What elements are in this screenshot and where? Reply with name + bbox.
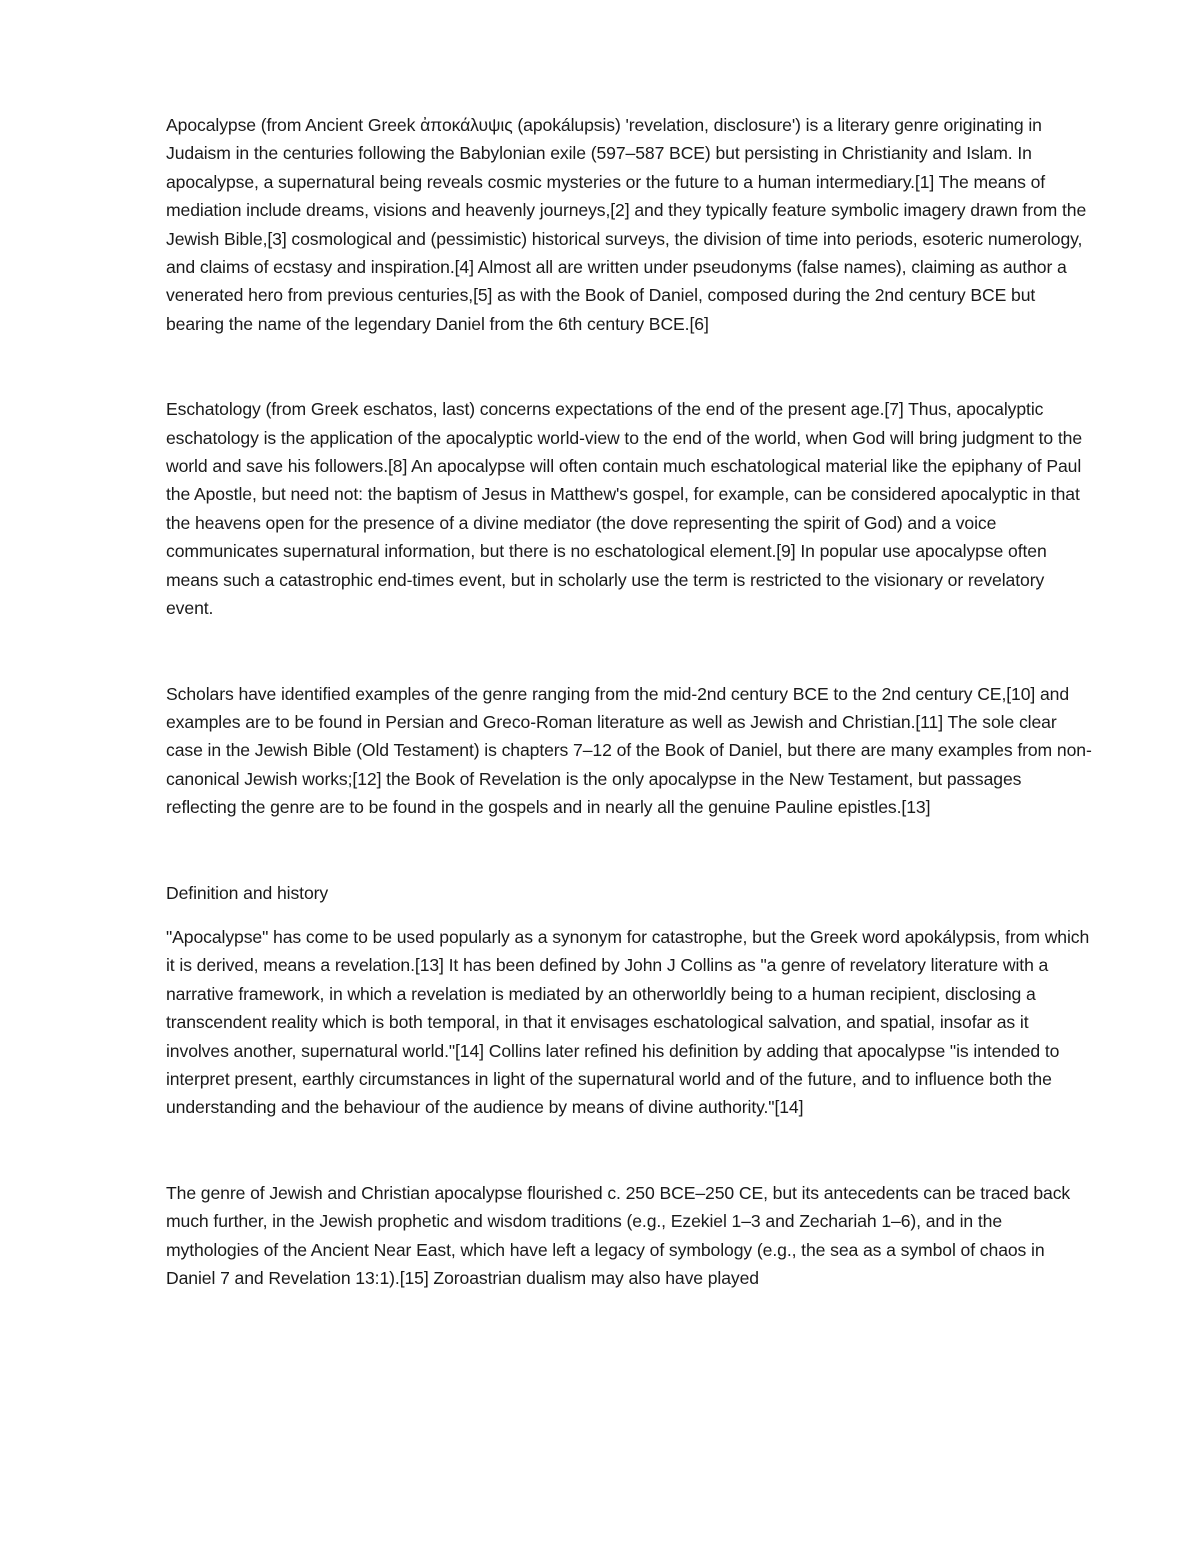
paragraph-genre-history: The genre of Jewish and Christian apocalypse flourished c. 250 BCE–250 CE, but its antecedents can be traced back much further, in the Jewish prophetic and wisdom traditions (e.g., Ezekiel 1–3 and Zechariah 1–6), and in the mythologies of the Ancient Near East, which have left a legacy of symbology (e.g., the sea as a symbol of chaos in Daniel 7 and Revelation 13:1).[15] Zoroastrian dualism may also have played — [166, 1182, 1071, 1288]
paragraph-eschatology: Eschatology (from Greek eschatos, last) concerns expectations of the end of the present age.[7] Thus, apocalyptic eschatology is the application of the apocalyptic world-view to the end of the world, when God will bring judgment to the world and save his followers.[8] An apocalypse will often contain much eschatological material like the epiphany of Paul the Apostle, but need not: the baptism of Jesus in Matthew's gospel, for example, can be considered apocalyptic in that the heavens open for the presence of a divine mediator (the dove representing the spirit of God) and a voice communicates supernatural information, but there is no eschatological element.[9] In popular use apocalypse often means such a catastrophic end-times event, but in scholarly use the term is restricted to the visionary or revelatory event. — [166, 399, 1083, 619]
section-heading-definition: Definition and history — [166, 882, 329, 903]
paragraph-spacer — [166, 338, 1096, 395]
paragraph-spacer — [166, 907, 1096, 923]
paragraph-spacer — [166, 623, 1096, 680]
paragraph-spacer — [166, 1122, 1096, 1179]
paragraph-scholars: Scholars have identified examples of the genre ranging from the mid-2nd century BCE to the 2nd century CE,[10] and examples are to be found in Persian and Greco-Roman literature as well as Jewish and Christian.[11] The sole clear case in the Jewish Bible (Old Testament) is chapters 7–12 of the Book of Daniel, but there are many examples from non-canonical Jewish works;[12] the Book of Revelation is the only apocalypse in the New Testament, but passages reflecting the genre are to be found in the gospels and in nearly all the genuine Pauline epistles.[13] — [166, 683, 1092, 818]
document-body — [166, 111, 1096, 1292]
paragraph-spacer — [166, 822, 1096, 879]
paragraph-definition: "Apocalypse" has come to be used popularly as a synonym for catastrophe, but the Greek word apokálypsis, from which it is derived, means a revelation.[13] It has been defined by John J Collins as "a genre of revelatory literature with a narrative framework, in which a revelation is mediated by an otherworldly being to a human recipient, disclosing a transcendent reality which is both temporal, in that it envisages eschatological salvation, and spatial, insofar as it involves another, supernatural world."[14] Collins later refined his definition by adding that apocalypse "is intended to interpret present, earthly circumstances in light of the supernatural world and of the future, and to influence both the understanding and the behaviour of the audience by means of divine authority."[14] — [166, 926, 1090, 1118]
paragraph-apocalypse-intro: Apocalypse (from Ancient Greek ἀποκάλυψις (apokálupsis) 'revelation, disclosure') is a literary genre originating in Judaism in the centuries following the Babylonian exile (597–587 BCE) but persisting in Christianity and Islam. In apocalypse, a supernatural being reveals cosmic mysteries or the future to a human intermediary.[1] The means of mediation include dreams, visions and heavenly journeys,[2] and they typically feature symbolic imagery drawn from the Jewish Bible,[3] cosmological and (pessimistic) historical surveys, the division of time into periods, esoteric numerology, and claims of ecstasy and inspiration.[4] Almost all are written under pseudonyms (false names), claiming as author a venerated hero from previous centuries,[5] as with the Book of Daniel, composed during the 2nd century BCE but bearing the name of the legendary Daniel from the 6th century BCE.[6] — [166, 115, 1087, 334]
